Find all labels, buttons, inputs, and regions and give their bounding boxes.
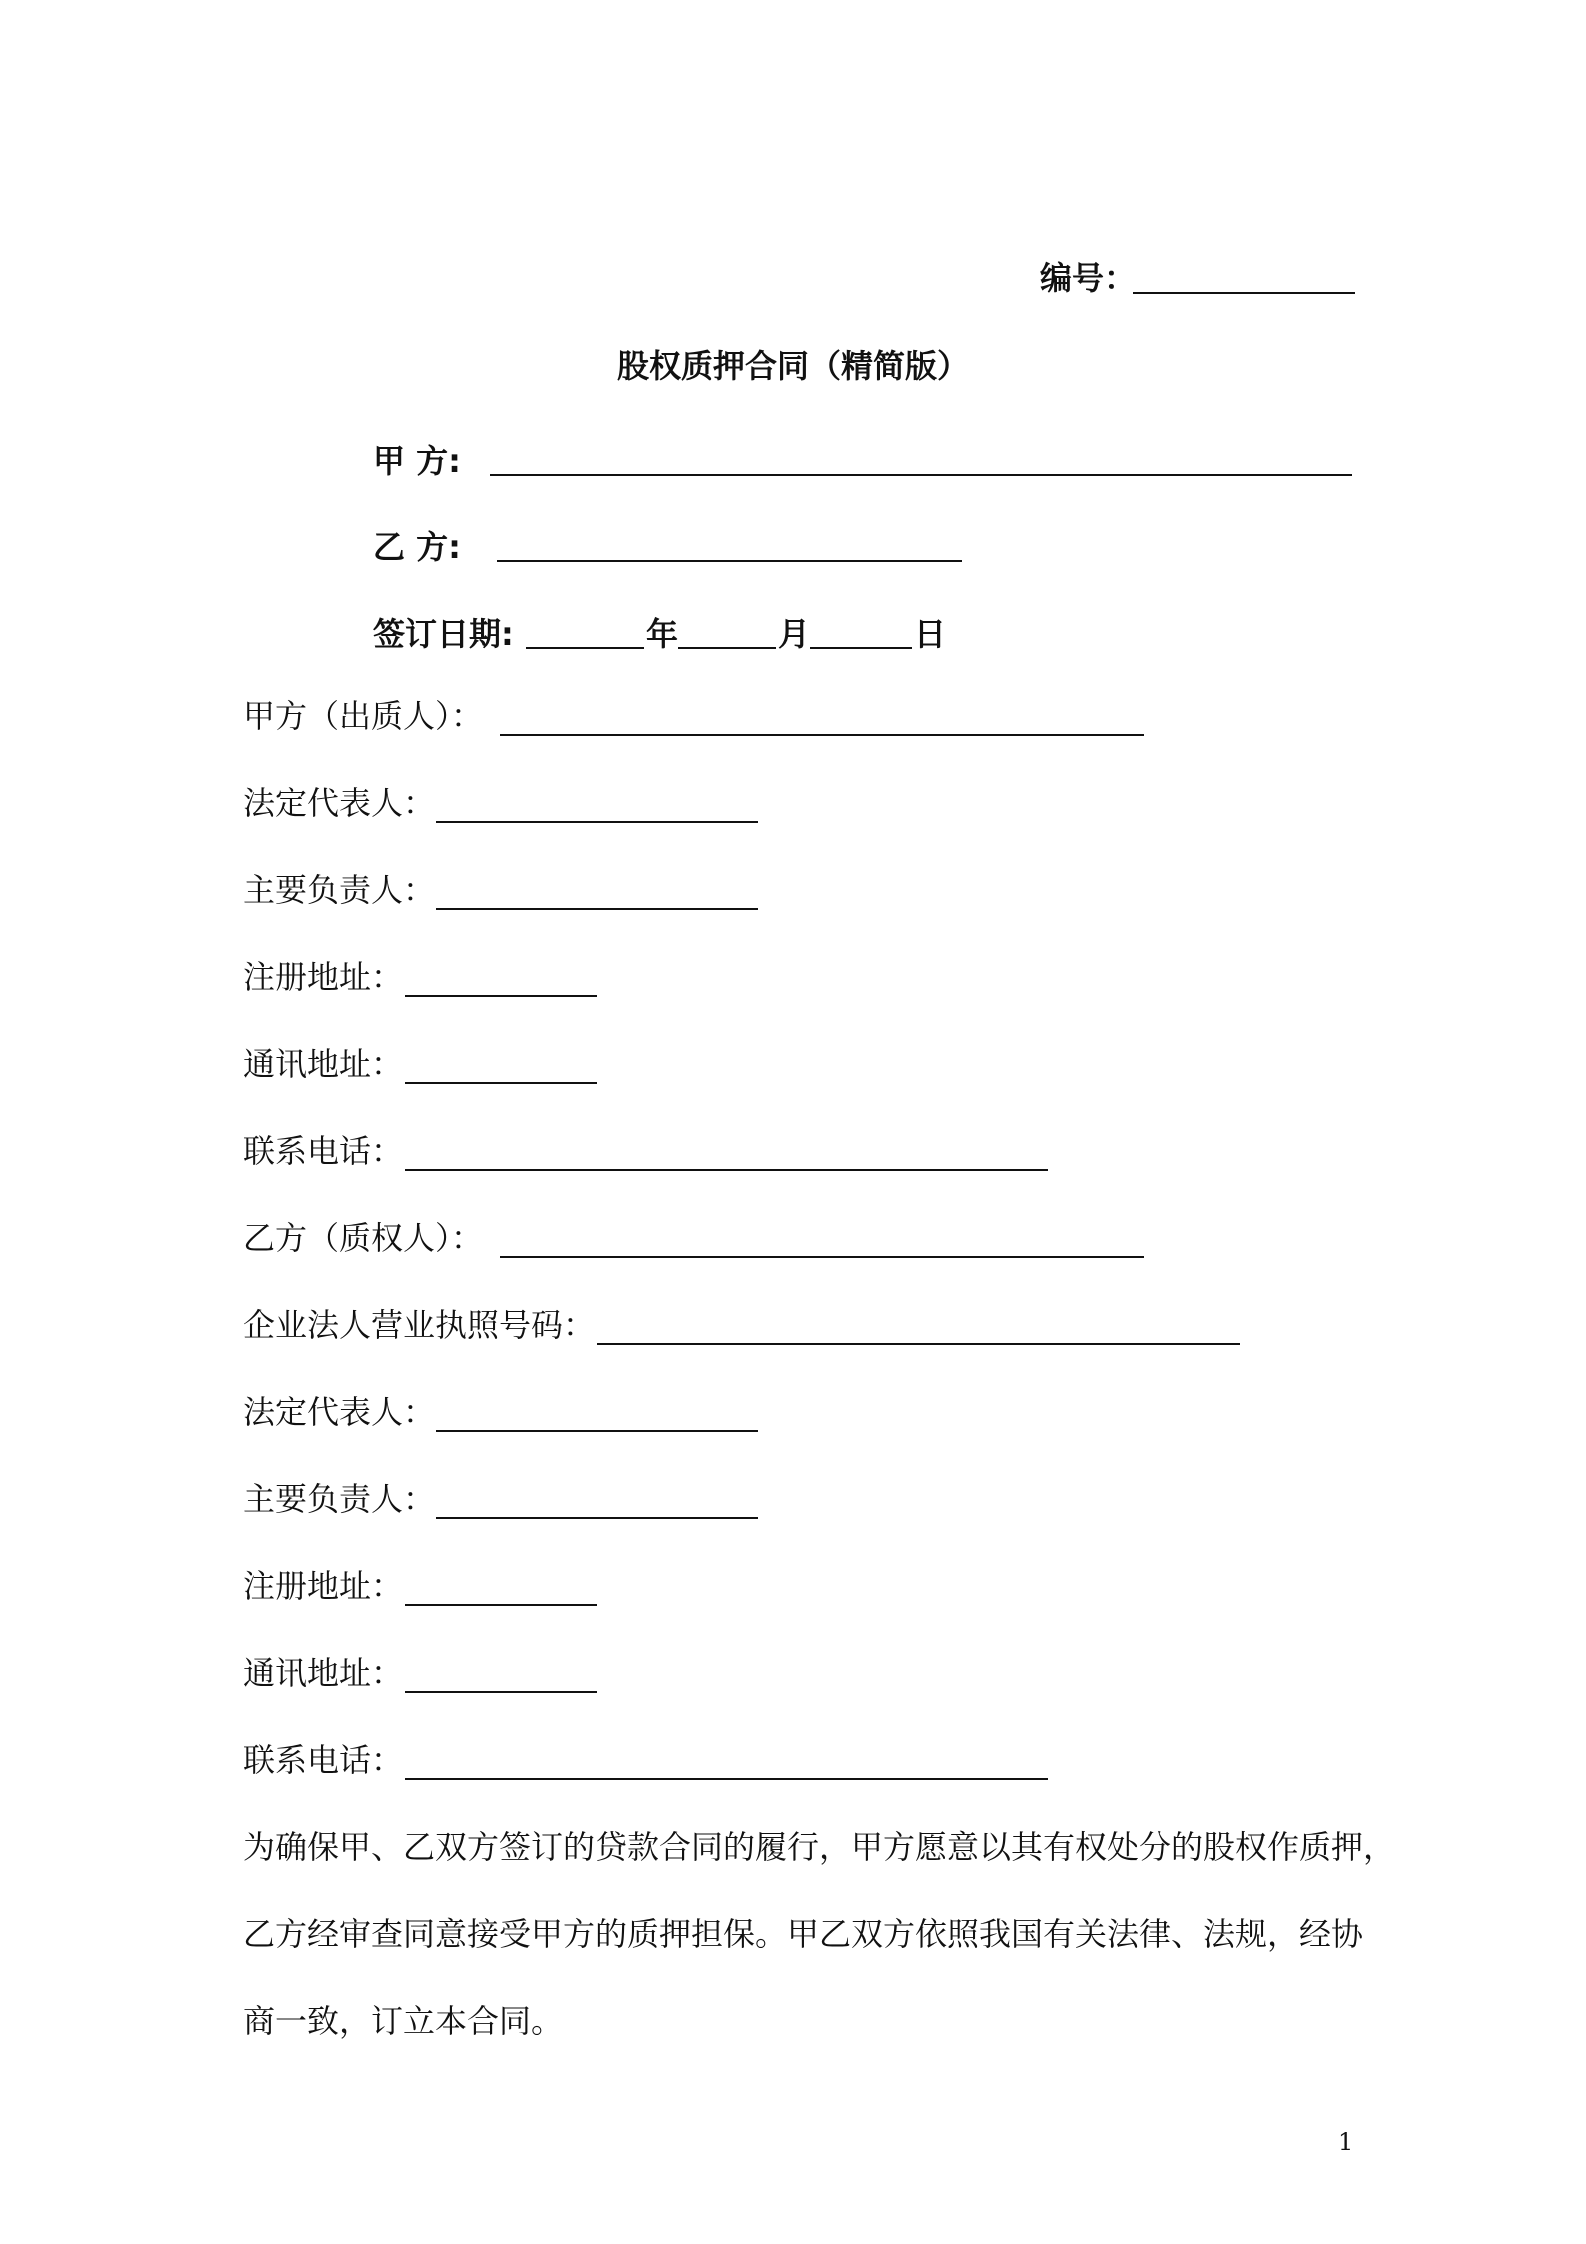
sign-month-unit: 月 (778, 615, 811, 653)
pledgee-mail-address-blank[interactable] (405, 1691, 597, 1693)
pledgee-mail-address-label: 通讯地址： (243, 1654, 404, 1692)
sign-day-blank[interactable] (810, 647, 912, 649)
pledgor-legal-rep-blank[interactable] (436, 821, 758, 823)
pledgee-name-blank[interactable] (500, 1256, 1144, 1258)
pledgee-phone-label: 联系电话： (243, 1741, 404, 1779)
pledgor-legal-rep-label: 法定代表人： (243, 784, 436, 822)
pledgee-principal-label: 主要负责人： (243, 1480, 436, 1518)
document-title: 股权质押合同（精简版） (616, 347, 969, 385)
preamble-line-3: 商一致，订立本合同。 (243, 2002, 564, 2040)
pledgee-principal-blank[interactable] (436, 1517, 758, 1519)
pledgee-license-label: 企业法人营业执照号码： (243, 1306, 596, 1344)
pledgor-mail-address-blank[interactable] (405, 1082, 597, 1084)
pledgor-name-blank[interactable] (500, 734, 1144, 736)
page-number: 1 (1338, 2128, 1354, 2156)
sign-year-unit: 年 (646, 615, 679, 653)
pledgor-phone-blank[interactable] (405, 1169, 1048, 1171)
pledgee-reg-address-blank[interactable] (405, 1604, 597, 1606)
pledgor-mail-address-label: 通讯地址： (243, 1045, 404, 1083)
pledgor-phone-label: 联系电话： (243, 1132, 404, 1170)
preamble-line-1: 为确保甲、乙双方签订的贷款合同的履行，甲方愿意以其有权处分的股权作质押， (243, 1828, 1396, 1866)
pledgee-heading: 乙方（质权人）： (243, 1219, 484, 1257)
pledgee-legal-rep-label: 法定代表人： (243, 1393, 436, 1431)
sign-day-unit: 日 (914, 615, 947, 653)
party-a-label: 甲 方: (373, 442, 461, 480)
pledgee-license-blank[interactable] (597, 1343, 1240, 1345)
preamble-line-2: 乙方经审查同意接受甲方的质押担保。甲乙双方依照我国有关法律、法规，经协 (243, 1915, 1364, 1953)
sign-year-blank[interactable] (526, 647, 644, 649)
pledgor-principal-label: 主要负责人： (243, 871, 436, 909)
pledgor-reg-address-label: 注册地址： (243, 958, 404, 996)
sign-date-label: 签订日期: (373, 615, 514, 653)
pledgee-reg-address-label: 注册地址： (243, 1567, 404, 1605)
serial-number-label: 编号： (1040, 259, 1137, 297)
pledgor-principal-blank[interactable] (436, 908, 758, 910)
party-b-blank[interactable] (497, 560, 962, 562)
serial-number-blank[interactable] (1133, 292, 1355, 294)
pledgee-phone-blank[interactable] (405, 1778, 1048, 1780)
pledgor-heading: 甲方（出质人）： (243, 697, 484, 735)
sign-month-blank[interactable] (678, 647, 776, 649)
pledgee-legal-rep-blank[interactable] (436, 1430, 758, 1432)
party-a-blank[interactable] (490, 474, 1352, 476)
party-b-label: 乙 方: (373, 528, 461, 566)
pledgor-reg-address-blank[interactable] (405, 995, 597, 997)
